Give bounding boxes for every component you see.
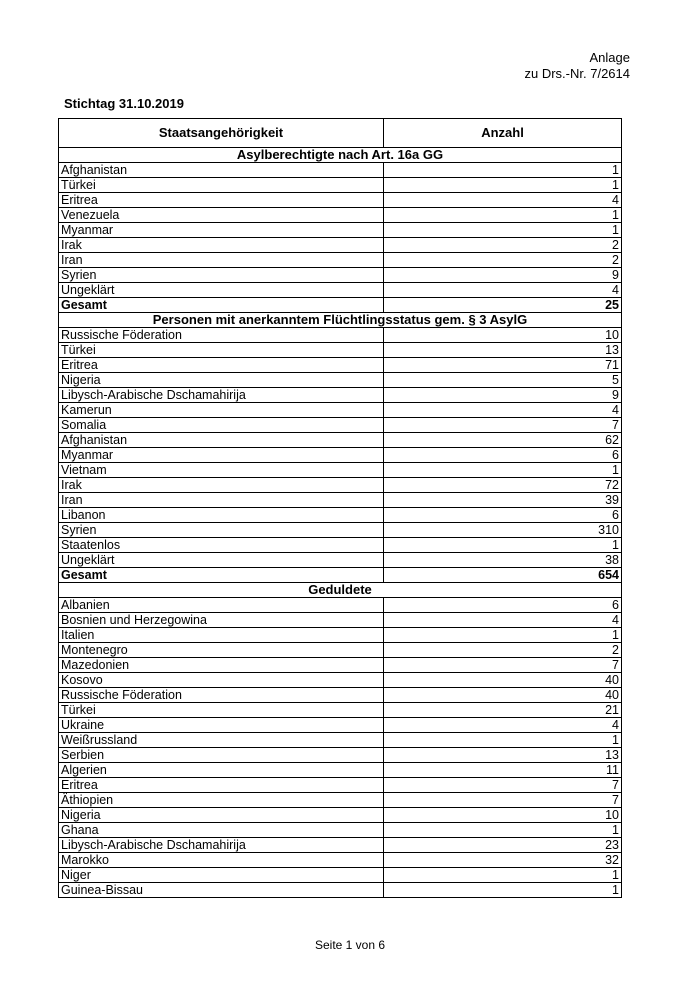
count-cell: 11 [384, 763, 622, 778]
count-cell: 71 [384, 358, 622, 373]
table-row [59, 268, 622, 283]
count-cell: 1 [384, 463, 622, 478]
table-row [59, 823, 622, 838]
country-cell: Iran [59, 493, 384, 508]
country-cell: Albanien [59, 598, 384, 613]
country-cell: Türkei [59, 178, 384, 193]
count-cell: 1 [384, 163, 622, 178]
table-row [59, 538, 622, 553]
table-row [59, 493, 622, 508]
count-cell: 1 [384, 178, 622, 193]
country-cell: Afghanistan [59, 163, 384, 178]
country-cell: Myanmar [59, 448, 384, 463]
country-cell: Montenegro [59, 643, 384, 658]
count-cell: 6 [384, 598, 622, 613]
count-cell: 4 [384, 403, 622, 418]
table-row [59, 343, 622, 358]
table-row [59, 703, 622, 718]
count-cell: 38 [384, 553, 622, 568]
count-cell: 1 [384, 823, 622, 838]
country-cell: Mazedonien [59, 658, 384, 673]
count-cell: 1 [384, 538, 622, 553]
table-row [59, 613, 622, 628]
country-cell: Kamerun [59, 403, 384, 418]
count-cell: 1 [384, 208, 622, 223]
country-cell: Ungeklärt [59, 283, 384, 298]
count-cell: 7 [384, 418, 622, 433]
table-row [59, 628, 622, 643]
count-cell: 39 [384, 493, 622, 508]
table-row [59, 643, 622, 658]
count-cell: 6 [384, 508, 622, 523]
count-cell: 7 [384, 658, 622, 673]
country-cell: Irak [59, 478, 384, 493]
country-cell: Eritrea [59, 778, 384, 793]
country-cell: Iran [59, 253, 384, 268]
count-cell: 62 [384, 433, 622, 448]
country-cell: Vietnam [59, 463, 384, 478]
table-row [59, 193, 622, 208]
country-cell: Ghana [59, 823, 384, 838]
country-cell: Eritrea [59, 193, 384, 208]
section-title: Geduldete [59, 583, 622, 598]
table-row [59, 868, 622, 883]
country-cell: Libysch-Arabische Dschamahirija [59, 838, 384, 853]
table-row [59, 508, 622, 523]
country-cell: Ukraine [59, 718, 384, 733]
table-row [59, 523, 622, 538]
table-row [59, 448, 622, 463]
count-cell: 21 [384, 703, 622, 718]
table-row [59, 808, 622, 823]
count-cell: 5 [384, 373, 622, 388]
country-cell: Staatenlos [59, 538, 384, 553]
count-cell: 32 [384, 853, 622, 868]
country-cell: Bosnien und Herzegowina [59, 613, 384, 628]
country-cell: Türkei [59, 343, 384, 358]
count-cell: 1 [384, 223, 622, 238]
country-cell: Syrien [59, 268, 384, 283]
total-label: Gesamt [59, 568, 384, 583]
count-cell: 7 [384, 778, 622, 793]
count-cell: 13 [384, 343, 622, 358]
country-cell: Nigeria [59, 373, 384, 388]
total-count: 25 [384, 298, 622, 313]
count-cell: 10 [384, 328, 622, 343]
country-cell: Myanmar [59, 223, 384, 238]
country-cell: Afghanistan [59, 433, 384, 448]
country-cell: Eritrea [59, 358, 384, 373]
country-cell: Russische Föderation [59, 328, 384, 343]
table-row [59, 388, 622, 403]
count-cell: 6 [384, 448, 622, 463]
table-row [59, 433, 622, 448]
table-row [59, 253, 622, 268]
country-cell: Algerien [59, 763, 384, 778]
count-cell: 72 [384, 478, 622, 493]
country-cell: Venezuela [59, 208, 384, 223]
table-row [59, 223, 622, 238]
count-cell: 9 [384, 388, 622, 403]
count-cell: 4 [384, 193, 622, 208]
total-row [59, 568, 622, 583]
table-row [59, 283, 622, 298]
table-row [59, 718, 622, 733]
count-cell: 1 [384, 628, 622, 643]
table-row [59, 163, 622, 178]
country-cell: Kosovo [59, 673, 384, 688]
table-row [59, 733, 622, 748]
country-cell: Weißrussland [59, 733, 384, 748]
count-cell: 2 [384, 238, 622, 253]
column-header-nationality: Staatsangehörigkeit [59, 119, 384, 148]
total-label: Gesamt [59, 298, 384, 313]
table-row [59, 763, 622, 778]
count-cell: 9 [384, 268, 622, 283]
nationality-table [58, 118, 622, 898]
section-title: Personen mit anerkanntem Flüchtlingsstatus gem. § 3 AsylG [59, 313, 622, 328]
country-cell: Italien [59, 628, 384, 643]
table-row [59, 778, 622, 793]
table-row [59, 853, 622, 868]
table-row [59, 688, 622, 703]
section-header-row [59, 313, 622, 328]
country-cell: Russische Föderation [59, 688, 384, 703]
count-cell: 40 [384, 688, 622, 703]
section-header-row [59, 148, 622, 163]
country-cell: Irak [59, 238, 384, 253]
table-row [59, 598, 622, 613]
table-row [59, 328, 622, 343]
country-cell: Libysch-Arabische Dschamahirija [59, 388, 384, 403]
country-cell: Syrien [59, 523, 384, 538]
table-row [59, 358, 622, 373]
count-cell: 1 [384, 733, 622, 748]
table-row [59, 793, 622, 808]
country-cell: Türkei [59, 703, 384, 718]
annex-label: Anlage [589, 50, 630, 65]
country-cell: Guinea-Bissau [59, 883, 384, 898]
count-cell: 4 [384, 718, 622, 733]
table-row [59, 373, 622, 388]
reference-date: Stichtag 31.10.2019 [64, 96, 184, 111]
country-cell: Äthiopien [59, 793, 384, 808]
page-number: Seite 1 von 6 [314, 938, 386, 952]
count-cell: 4 [384, 613, 622, 628]
table-header-row [59, 119, 622, 148]
table-body [59, 148, 622, 898]
section-title: Asylberechtigte nach Art. 16a GG [59, 148, 622, 163]
count-cell: 7 [384, 793, 622, 808]
count-cell: 23 [384, 838, 622, 853]
table-row [59, 463, 622, 478]
count-cell: 310 [384, 523, 622, 538]
table-row [59, 658, 622, 673]
country-cell: Libanon [59, 508, 384, 523]
count-cell: 2 [384, 643, 622, 658]
table-row [59, 673, 622, 688]
column-header-count: Anzahl [384, 119, 622, 148]
table-row [59, 178, 622, 193]
country-cell: Niger [59, 868, 384, 883]
table-row [59, 208, 622, 223]
table-row [59, 403, 622, 418]
count-cell: 1 [384, 883, 622, 898]
count-cell: 4 [384, 283, 622, 298]
table-row [59, 883, 622, 898]
document-annex-header [525, 50, 631, 82]
country-cell: Ungeklärt [59, 553, 384, 568]
table-row [59, 478, 622, 493]
section-header-row [59, 583, 622, 598]
count-cell: 10 [384, 808, 622, 823]
table-row [59, 838, 622, 853]
country-cell: Somalia [59, 418, 384, 433]
total-row [59, 298, 622, 313]
table-row [59, 748, 622, 763]
country-cell: Nigeria [59, 808, 384, 823]
count-cell: 1 [384, 868, 622, 883]
country-cell: Serbien [59, 748, 384, 763]
table-row [59, 553, 622, 568]
count-cell: 40 [384, 673, 622, 688]
table-row [59, 238, 622, 253]
document-reference: zu Drs.-Nr. 7/2614 [524, 66, 630, 81]
country-cell: Marokko [59, 853, 384, 868]
total-count: 654 [384, 568, 622, 583]
count-cell: 2 [384, 253, 622, 268]
table-row [59, 418, 622, 433]
count-cell: 13 [384, 748, 622, 763]
